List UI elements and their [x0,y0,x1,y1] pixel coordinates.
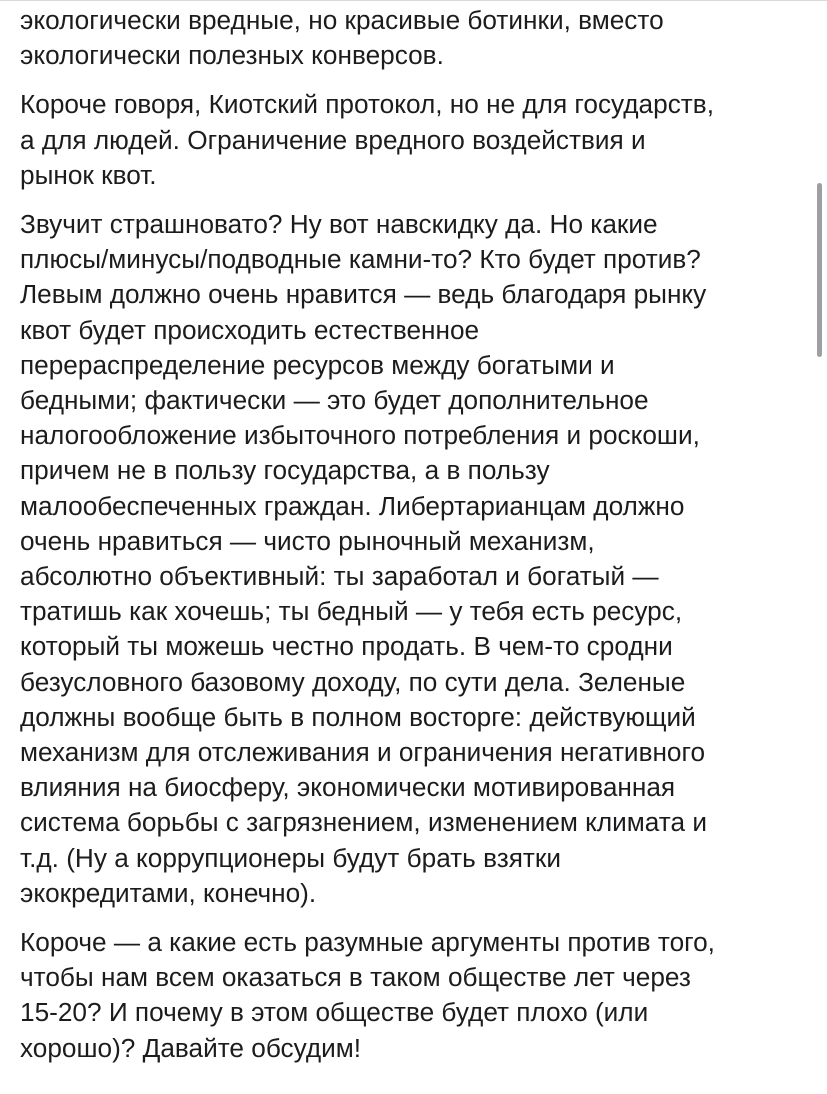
text-line: влияния на биосферу, экономически мотивированная [20,772,676,803]
post-paragraph [20,87,805,193]
post-paragraph [20,3,805,73]
text-line: перераспределение ресурсов между богатыми и [20,349,615,380]
text-line: хорошо)? Давайте обсудим! [20,1032,362,1063]
post-paragraph [20,207,805,911]
text-line: чтобы нам всем оказаться в таком обществе лет через [20,962,691,993]
text-line: т.д. (Ну а коррупционеры будут брать взятки [20,842,561,873]
top-divider [0,0,827,1]
vertical-scrollbar[interactable] [817,183,822,357]
text-line: Короче говоря, Киотский протокол, но не для государств, [20,89,714,120]
text-line: бедными; фактически — это будет дополнительное [20,385,649,416]
text-line: экокредитами, конечно). [20,877,317,908]
text-line: система борьбы с загрязнением, изменением климата и [20,807,707,838]
text-line: квот будет происходить естественное [20,314,480,345]
post-paragraph [20,925,805,1066]
text-line: экологически полезных конверсов. [20,40,444,71]
post-body-text [20,3,805,1066]
text-line: Звучит страшновато? Ну вот навскидку да. Но какие [20,209,658,240]
text-line: механизм для отслеживания и ограничения негативного [20,737,706,768]
text-line: малообеспеченных граждан. Либертарианцам должно [20,490,685,521]
text-line: причем не в пользу государства, а в пользу [20,455,550,486]
text-line: налогообложение избыточного потребления и роскоши, [20,420,700,451]
text-line: 15-20? И почему в этом обществе будет плохо (или [20,997,649,1028]
text-line: абсолютно объективный: ты заработал и богатый — [20,561,659,592]
text-line: а для людей. Ограничение вредного воздействия и [20,124,646,155]
text-line: должны вообще быть в полном восторге: действующий [20,701,696,732]
text-line: очень нравиться — чисто рыночный механизм, [20,525,595,556]
text-line: Левым должно очень нравится — ведь благодаря рынку [20,279,707,310]
text-line: экологически вредные, но красивые ботинки, вместо [20,5,664,35]
text-line: плюсы/минусы/подводные камни-то? Кто будет против? [20,244,701,275]
text-line: который ты можешь честно продать. В чем-то сродни [20,631,673,662]
text-line: Короче — а какие есть разумные аргументы против того, [20,927,715,958]
text-line: тратишь как хочешь; ты бедный — у тебя есть ресурс, [20,596,683,627]
text-line: рынок квот. [20,159,157,190]
text-line: безусловного базовому доходу, по сути дела. Зеленые [20,666,686,697]
